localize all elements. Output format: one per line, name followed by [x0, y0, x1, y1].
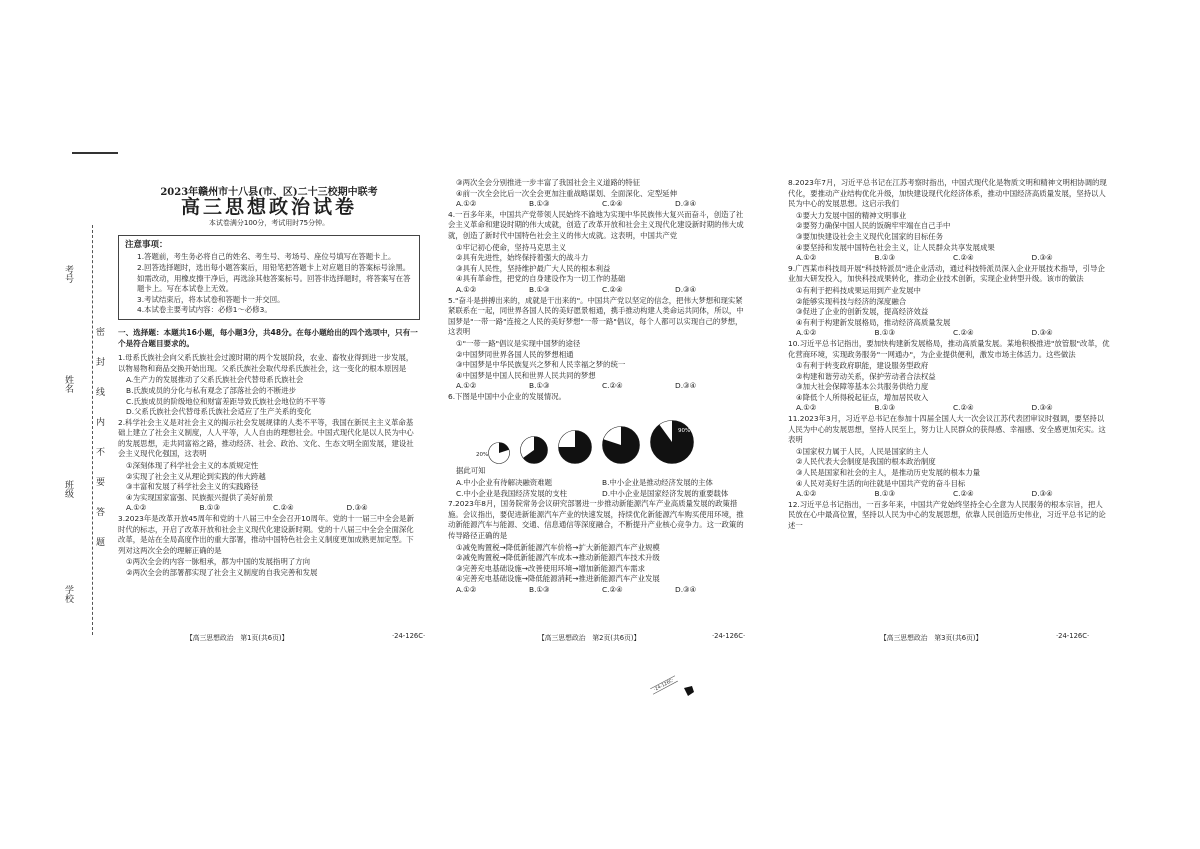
question-4-sub-option: ①牢记初心使命，坚持马克思主义 [456, 242, 567, 252]
question-5-choices [448, 381, 748, 392]
question-11-stem: 11.2023年3月，习近平总书记在参加十四届全国人大一次会议江苏代表团审议时强调，要坚持以人民为中心的发展思想，坚持人民至上，努力让人民群众的获得感、幸福感、安全感更加充实。这表明 [788, 414, 1106, 445]
binding-label-exam-number: 考号 [63, 265, 73, 283]
question-2-stem: 2.科学社会主义是对社会主义的揭示社会发展规律的人类不平等，我国在新民主主义革命基础上建立了社会主义制度，人人平等，人人自由的理想社会。中国式现代化是以人民为中心的发展思想，走共同富裕之路，推动经济、社会、政治、文化、生态文明全面发展，建设社会主义现代化强国，这表明 [118, 417, 414, 459]
exam-title: 高三思想政治试卷 [180, 195, 357, 218]
notice-item: 1.答题前，考生务必将自己的姓名、考生号、考场号、座位号填写在答题卡上。 [137, 252, 396, 262]
question-7-stem: 7.2023年8月，国务院常务会议研究部署进一步推动新能源汽车产业高质量发展的政策措施。会议指出，要促进新能源汽车产业的快速发展，持续优化新能源汽车购买使用环境，推动新能源汽车与能源、交通、信息通信等深度融合，不断提升产业核心竞争力。这一政策的传导路径正确的是 [448, 499, 744, 541]
seal-char: 密 [96, 328, 106, 338]
top-dash-mark [72, 152, 118, 154]
seal-char: 线 [96, 388, 106, 398]
page-3-footer-label: 【高三思想政治 第3页(共6页)】 [880, 634, 983, 642]
question-1-stem: 1.母系氏族社会向父系氏族社会过渡时期的两个发展阶段，农业、畜牧业得到进一步发展，以物易物和商品交换开始出现。父系氏族社会取代母系氏族社会，这一变化的根本原因是 [118, 353, 414, 373]
question-7-sub-option: ③完善充电基础设施→改善使用环境→增加新能源汽车需求 [456, 563, 645, 573]
question-2-sub-option: ①深刻体现了科学社会主义的本质规定性 [126, 461, 259, 471]
question-1-option: B.氏族成员的分化与私有观念了部落社会的不断进步 [126, 385, 297, 395]
binding-margin [62, 225, 110, 635]
question-6-options [448, 478, 748, 499]
question-7-sub-option: ②减免购置税→降低新能源汽车成本→推动新能源汽车技术升级 [456, 553, 660, 563]
question-1-option: D.父系氏族社会代替母系氏族社会适应了生产关系的变化 [126, 407, 312, 417]
question-2-choices [118, 503, 420, 514]
stamp-text: ·24-126C· [653, 678, 676, 693]
choice-c: C.②④ [273, 503, 294, 513]
seal-char: 题 [96, 538, 106, 548]
choice-c: C.②④ [602, 585, 623, 594]
question-3-stem: 3.2023年是改革开放45周年和党的十八届三中全会召开10周年。党的十一届三中全会是新时代的标志，开启了改革开放和社会主义现代化建设新时期。党的十八届三中全会全面深化改革，是站在全局高度作出的重大部署，推动中国特色社会主义制度更加成熟更加定型。下列对这两次全会的理解正确的是 [118, 514, 414, 555]
pie-1-percent-label: 20% [476, 452, 489, 459]
pie-5-percent-label: 90% [678, 428, 691, 435]
choice-c: C.②④ [953, 253, 974, 263]
choice-b: B.①③ [874, 403, 896, 413]
question-8-sub-option: ③要加快建设社会主义现代化国家的目标任务 [796, 231, 944, 241]
pie-5 [650, 420, 694, 464]
choice-c: C.②④ [953, 489, 974, 499]
question-9-sub-option: ④有利于构建新发展格局，推动经济高质量发展 [796, 317, 951, 327]
question-3-sub-option: ④前一次全会比后一次全会更加注重战略谋划、全面深化、定型延伸 [456, 188, 677, 198]
question-4-choices [448, 285, 748, 296]
choice-a: A.①② [456, 381, 477, 391]
pie-4 [602, 426, 640, 464]
page-2-footer-code: ·24-126C· [712, 632, 746, 640]
choice-a: A.①② [456, 284, 477, 294]
seal-line [92, 225, 93, 635]
question-6-option: D.中小企业是国家经济发展的重要载体 [602, 488, 729, 498]
choice-b: B.①③ [874, 328, 896, 338]
choice-c: C.②④ [602, 199, 623, 209]
choice-b: B.①③ [529, 585, 550, 594]
seal-char: 不 [96, 448, 106, 458]
page-2-column [448, 178, 748, 596]
question-10-sub-option: ①有利于转变政府职能，建设服务型政府 [796, 361, 929, 371]
binding-label-class: 班级 [63, 480, 73, 498]
choice-a: A.①② [796, 253, 817, 263]
notice-item: 2.回答选择题时，选出每小题答案后，用铅笔把答题卡上对应题目的答案标号涂黑。如需改动，用橡皮擦干净后，再选涂其他答案标号。回答非选择题时，将答案写在答题卡上。写在本试卷上无效。 [137, 262, 411, 294]
choice-b: B.①③ [874, 489, 896, 499]
choice-d: D.③④ [1031, 253, 1053, 263]
choice-d: D.③④ [675, 381, 697, 391]
ink-stamp-mark [648, 668, 696, 698]
notice-title: 注意事项： [125, 239, 168, 250]
page-1-column [118, 150, 420, 579]
seal-char: 答 [96, 508, 106, 518]
question-3-sub-option: ①两次全会的内容一脉相承，都为中国的发展指明了方向 [126, 557, 311, 567]
question-11-sub-option: ④人民对美好生活的向往就是中国共产党的奋斗目标 [796, 478, 966, 488]
question-9-sub-option: ③促进了企业的创新发展，提高经济效益 [796, 307, 929, 317]
choice-d: D.③④ [1031, 489, 1053, 499]
question-2-sub-option: ③丰富和发展了科学社会主义的实践路径 [126, 482, 259, 492]
question-5-sub-option: ①"一带一路"倡议是实现中国梦的途径 [456, 338, 581, 348]
question-4-sub-option: ④具有革命性，把党的自身建设作为一切工作的基础 [456, 274, 626, 284]
exam-header-line: 2023年赣州市十八县(市、区)二十三校期中联考 [160, 187, 378, 198]
question-8-choices [788, 253, 1110, 264]
choice-c: C.②④ [602, 284, 623, 294]
question-9-sub-option: ②能够实现科技与经济的深度融合 [796, 296, 907, 306]
question-11-sub-option: ③人民是国家和社会的主人，是推动历史发展的根本力量 [796, 468, 981, 478]
question-3-sub-option: ②两次全会的部署都实现了社会主义制度的自我完善和发展 [126, 568, 318, 577]
choice-a: A.①② [796, 403, 817, 413]
notice-box [118, 235, 420, 320]
choice-d: D.③④ [1031, 403, 1053, 413]
question-7-choices [448, 585, 748, 596]
question-10-sub-option: ③加大社会保障等基本公共服务供给力度 [796, 382, 929, 392]
choice-b: B.①③ [874, 253, 896, 263]
notice-item: 3.考试结束后，将本试卷和答题卡一并交回。 [137, 294, 285, 304]
question-5-sub-option: ③中国梦是中华民族复兴之梦和人民幸福之梦的统一 [456, 360, 626, 370]
pie-chart-row [476, 408, 748, 464]
question-7-sub-option: ④完善充电基础设施→降低能源消耗→推进新能源汽车产业发展 [456, 574, 660, 584]
question-10-sub-option: ②构建和谐劳动关系，保护劳动者合法权益 [796, 371, 936, 381]
question-4-stem: 4.一百多年来，中国共产党带领人民始终不渝地为实现中华民族伟大复兴而奋斗，创造了社会主义革命和建设时期的伟大成就，创造了改革开放和社会主义现代化建设新时期的伟大成就，创造了新时代中国特色社会主义的伟大成就。这表明，中国共产党 [448, 209, 744, 240]
choice-a: A.①② [456, 199, 477, 209]
seal-char: 封 [96, 358, 106, 368]
question-6-stem: 6.下图是中国中小企业的发展情况。 [448, 391, 566, 401]
question-8-sub-option: ④要坚持和发展中国特色社会主义，让人民群众共享发展成果 [796, 242, 995, 252]
choice-a: A.①② [796, 489, 817, 499]
question-6-option: C.中小企业是我国经济发展的支柱 [456, 488, 567, 498]
choice-d: D.③④ [675, 284, 697, 294]
binding-label-name: 姓名 [63, 375, 73, 393]
choice-c: C.②④ [602, 381, 623, 391]
choice-b: B.①③ [529, 381, 550, 391]
chart-caption: 据此可知 [456, 466, 486, 476]
choice-a: A.①② [456, 585, 477, 594]
question-8-sub-option: ②要努力确保中国人民的饭碗牢牢端在自己手中 [796, 221, 951, 231]
question-4-sub-option: ②具有先进性，始终保持着强大的战斗力 [456, 253, 589, 263]
choice-d: D.③④ [1031, 328, 1053, 338]
question-9-sub-option: ①有利于把科技成果运用到产业发展中 [796, 285, 921, 295]
question-5-stem: 5."奋斗是拼搏出来的，成就是干出来的"。中国共产党以坚定的信念，把伟大梦想和现实紧紧联系在一起，同世界各国人民的美好愿景相通，携手推动构建人类命运共同体，所以，中国梦是"一带一路"连接之人民的美好梦想"一带一路"倡议，每个人都可以实现自己的梦想，这表明 [448, 295, 744, 337]
choice-b: B.①③ [199, 503, 221, 513]
question-11-sub-option: ②人民代表大会制度是我国的根本政治制度 [796, 457, 936, 467]
question-2-sub-option: ②实现了社会主义从理论到实践的伟大跨越 [126, 471, 266, 481]
pie-3 [558, 430, 592, 464]
notice-item: 4.本试卷主要考试内容：必修1～必修3。 [137, 305, 272, 315]
section-heading: 一、选择题：本题共16小题，每小题3分，共48分。在每小题给出的四个选项中，只有一个是符合题目要求的。 [118, 327, 418, 348]
question-6-option: B.中小企业是推动经济发展的主体 [602, 478, 713, 488]
question-5-sub-option: ②中国梦同世界各国人民的梦想相通 [456, 349, 574, 359]
question-8-sub-option: ①要大力发展中国的精神文明事业 [796, 210, 907, 220]
choice-b: B.①③ [529, 199, 550, 209]
question-6-option: A.中小企业有待解决融资难题 [456, 478, 552, 488]
choice-c: C.②④ [953, 403, 974, 413]
page-1-footer-label: 【高三思想政治 第1页(共6页)】 [186, 634, 289, 642]
question-7-sub-option: ①减免购置税→降低新能源汽车价格→扩大新能源汽车产业规模 [456, 542, 660, 552]
question-9-choices [788, 328, 1110, 339]
question-12-stem: 12.习近平总书记指出，一百多年来，中国共产党始终坚持全心全意为人民服务的根本宗旨，把人民放在心中最高位置，坚持以人民为中心的发展思想，依靠人民创造历史伟业，习近平总书记的论述一 [788, 499, 1106, 530]
question-5-sub-option: ④中国梦是中国人民和世界人民共同的梦想 [456, 370, 596, 380]
question-11-choices [788, 489, 1110, 500]
page-3-column [788, 178, 1110, 533]
choice-d: D.③④ [675, 585, 697, 594]
question-3-sub-option: ③两次全会分别推进一步丰富了我国社会主义道路的特征 [456, 178, 641, 187]
choice-b: B.①③ [529, 284, 550, 294]
question-10-choices [788, 403, 1110, 414]
choice-d: D.③④ [346, 503, 368, 513]
question-11-sub-option: ①国家权力属于人民，人民是国家的主人 [796, 446, 929, 456]
pie-1 [476, 442, 510, 464]
binding-label-school: 学校 [63, 585, 73, 603]
question-1-option: A.生产力的发展推动了父系氏族社会代替母系氏族社会 [126, 375, 304, 385]
page-1-footer-code: ·24-126C· [392, 632, 426, 640]
choice-a: A.①② [126, 503, 147, 513]
question-10-stem: 10.习近平总书记指出，要加快构建新发展格局，推动高质量发展。某地积极推进"放管服"改革，优化营商环境，实现政务服务"一网通办"，为企业提供便利，激发市场主体活力。这些做法 [788, 338, 1110, 359]
page-2-footer-label: 【高三思想政治 第2页(共6页)】 [538, 634, 641, 642]
choice-c: C.②④ [953, 328, 974, 338]
choice-a: A.①② [796, 328, 817, 338]
question-3-choices [448, 199, 748, 210]
exam-info: 本试卷满分100分，考试用时75分钟。 [208, 219, 330, 228]
question-8-stem: 8.2023年7月，习近平总书记在江苏考察时指出，中国式现代化是物质文明和精神文明相协调的现代化，要推动产业结构优化升级，加快建设现代化经济体系，推动中国经济高质量发展，坚持以人民为中心的发展思想。这启示我们 [788, 178, 1107, 209]
seal-char: 要 [96, 478, 106, 488]
page-3-footer-code: ·24-126C· [1056, 632, 1090, 640]
question-9-stem: 9.广西某市科技局开展"科技特派员"进企业活动，通过科技特派员深入企业开展技术指导，引导企业加大研发投入，加快科技成果转化，推动企业技术创新，实现企业转型升级。该市的做法 [788, 263, 1105, 284]
question-4-sub-option: ③具有人民性，坚持维护最广大人民的根本利益 [456, 263, 611, 273]
pie-2 [520, 436, 548, 464]
question-1-option: C.氏族成员的阶级地位和财富差距导致氏族社会地位的不平等 [126, 396, 326, 406]
question-2-sub-option: ④为实现国家富强、民族振兴提供了美好前景 [126, 492, 274, 502]
question-10-sub-option: ④降低个人所得税起征点，增加居民收入 [796, 392, 929, 402]
seal-char: 内 [96, 418, 106, 428]
choice-d: D.③④ [675, 199, 697, 209]
